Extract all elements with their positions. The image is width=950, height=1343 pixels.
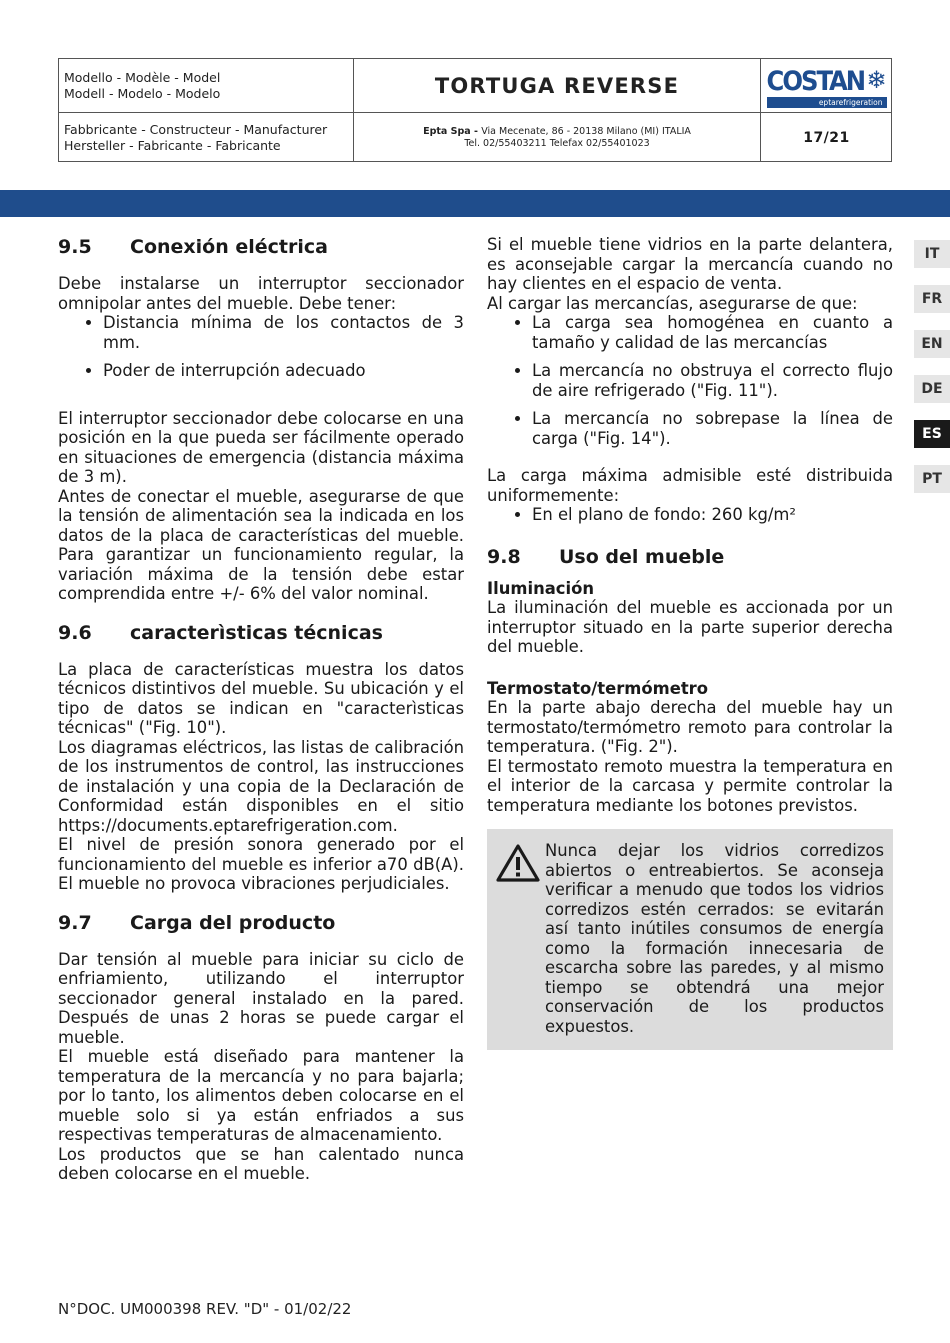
- tab-lang-de[interactable]: DE: [914, 375, 950, 403]
- left-column: [58, 235, 464, 1184]
- document-number: N°DOC. UM000398 REV. "D" - 01/02/22: [58, 1300, 352, 1318]
- paragraph: La placa de características muestra los datos técnicos distintivos del mueble. Su ubicación y el tipo de datos se indican en "caracterìsticas técnicas" ("Fig. 10").: [58, 659, 464, 737]
- bullet-list: [487, 505, 893, 525]
- list-item: • La carga sea homogénea en cuanto a tamaño y calidad de las mercancías: [532, 313, 893, 352]
- warning-triangle-icon: [495, 841, 545, 1036]
- header-band: [0, 190, 950, 217]
- paragraph: Debe instalarse un interruptor seccionador omnipolar antes del mueble. Debe tener:: [58, 274, 464, 313]
- bullet-list: [58, 313, 464, 381]
- tab-lang-en[interactable]: EN: [914, 330, 950, 358]
- company-phone: Tel. 02/55403211 Telefax 02/55401023: [464, 137, 650, 149]
- warning-box: [487, 829, 893, 1050]
- section-heading: 9.6 caracterìsticas técnicas: [58, 621, 383, 644]
- subheading: Iluminación: [487, 578, 595, 598]
- paragraph: Antes de conectar el mueble, asegurarse de que la tensión de alimentación sea la indicada en los datos de la placa de características del mueble. Para garantizar un funcionamiento regular, la variación máxima de la tensión debe estar comprendida entre +/- 6% del valor nominal.: [58, 486, 464, 603]
- section-heading: 9.8 Uso del mueble: [487, 545, 725, 568]
- tab-lang-es[interactable]: ES: [914, 420, 950, 448]
- model-label: Modello - Modèle - Model Modell - Modelo - Modelo: [64, 70, 221, 101]
- company-name: Epta Spa -: [423, 125, 482, 137]
- section-heading: 9.7 Carga del producto: [58, 911, 336, 934]
- tab-lang-it[interactable]: IT: [914, 240, 950, 268]
- snowflake-icon: ❄: [866, 65, 887, 94]
- logo-text: COSTAN: [766, 65, 865, 97]
- tab-lang-pt[interactable]: PT: [914, 465, 950, 493]
- paragraph: El nivel de presión sonora generado por el funcionamiento del mueble es inferior a70 dB(A). El mueble no provoca vibraciones perjudiciales.: [58, 835, 464, 893]
- language-tabs: [914, 240, 950, 510]
- paragraph: Si el mueble tiene vidrios en la parte delantera, es aconsejable cargar la mercancía cuando no hay clientes en el espacio de venta.: [487, 235, 893, 293]
- bullet-list: [487, 313, 893, 448]
- section-heading: 9.5 Conexión eléctrica: [58, 236, 328, 258]
- tab-lang-fr[interactable]: FR: [914, 285, 950, 313]
- document-header: [58, 58, 892, 162]
- manufacturer-info: [354, 113, 760, 162]
- subheading: Termostato/termómetro: [487, 678, 709, 698]
- model-title: TORTUGA REVERSE: [434, 73, 680, 98]
- list-item: • La mercancía no sobrepase la línea de carga ("Fig. 14").: [532, 409, 893, 448]
- paragraph: El mueble está diseñado para mantener la temperatura de la mercancía y no para bajarla; por lo tanto, los alimentos deben colocarse en el mueble solo si ya están enfriados a sus respectivas temperaturas de almacenamiento.: [58, 1047, 464, 1144]
- paragraph: La carga máxima admisible esté distribuida uniformemente:: [487, 466, 893, 505]
- company-address: Via Mecenate, 86 - 20138 Milano (MI) ITALIA: [481, 125, 691, 137]
- list-item: • Distancia mínima de los contactos de 3 mm.: [103, 313, 464, 352]
- page-number: 17/21: [803, 129, 850, 146]
- paragraph: Los productos que se han calentado nunca deben colocarse en el mueble.: [58, 1144, 464, 1183]
- paragraph: El interruptor seccionador debe colocarse en una posición en la que pueda ser fácilmente operado en situaciones de emergencia (distancia máxima de 3 m).: [58, 408, 464, 486]
- paragraph: En la parte abajo derecha del mueble hay un termostato/termómetro remoto para controlar la temperatura. ("Fig. 2").: [487, 698, 893, 756]
- paragraph: Dar tensión al mueble para iniciar su ciclo de enfriamiento, utilizando el interruptor seccionador general instalado en la pared. Después de unas 2 horas se puede cargar el mueble.: [58, 949, 464, 1047]
- brand-logo: [761, 59, 892, 112]
- list-item: • Poder de interrupción adecuado: [103, 361, 464, 381]
- paragraph: La iluminación del mueble es accionada por un interruptor situado en la parte superior derecha del mueble.: [487, 598, 893, 656]
- paragraph: Los diagramas eléctricos, las listas de calibración de los instrumentos de control, las instrucciones de instalación y una copia de la Declaración de Conformidad están disponibles en el sitio https://documents.eptarefrigeration.com.: [58, 737, 464, 835]
- list-item: • La mercancía no obstruya el correcto flujo de aire refrigerado ("Fig. 11").: [532, 361, 893, 400]
- list-item: • En el plano de fondo: 260 kg/m²: [532, 505, 893, 525]
- warning-text: Nunca dejar los vidrios corredizos abiertos o entreabiertos. Se aconseja verificar a menudo que todos los vidrios corredizos estén cerrados: se evitarán así tanto inútiles consumos de energía como la formación innecesaria de escarcha sobre las paredes, y al mismo tiempo se obtendrá una mejor conservación de los productos expuestos.: [545, 841, 884, 1036]
- logo-subtitle: eptarefrigeration: [767, 97, 887, 108]
- right-column: [487, 235, 893, 1050]
- paragraph: Al cargar las mercancías, asegurarse de que:: [487, 293, 858, 313]
- manufacturer-label: Fabbricante - Constructeur - Manufacturer Hersteller - Fabricante - Fabricante: [64, 122, 328, 153]
- paragraph: El termostato remoto muestra la temperatura en el interior de la carcasa y permite controlar la temperatura mediante los botones previstos.: [487, 756, 893, 815]
